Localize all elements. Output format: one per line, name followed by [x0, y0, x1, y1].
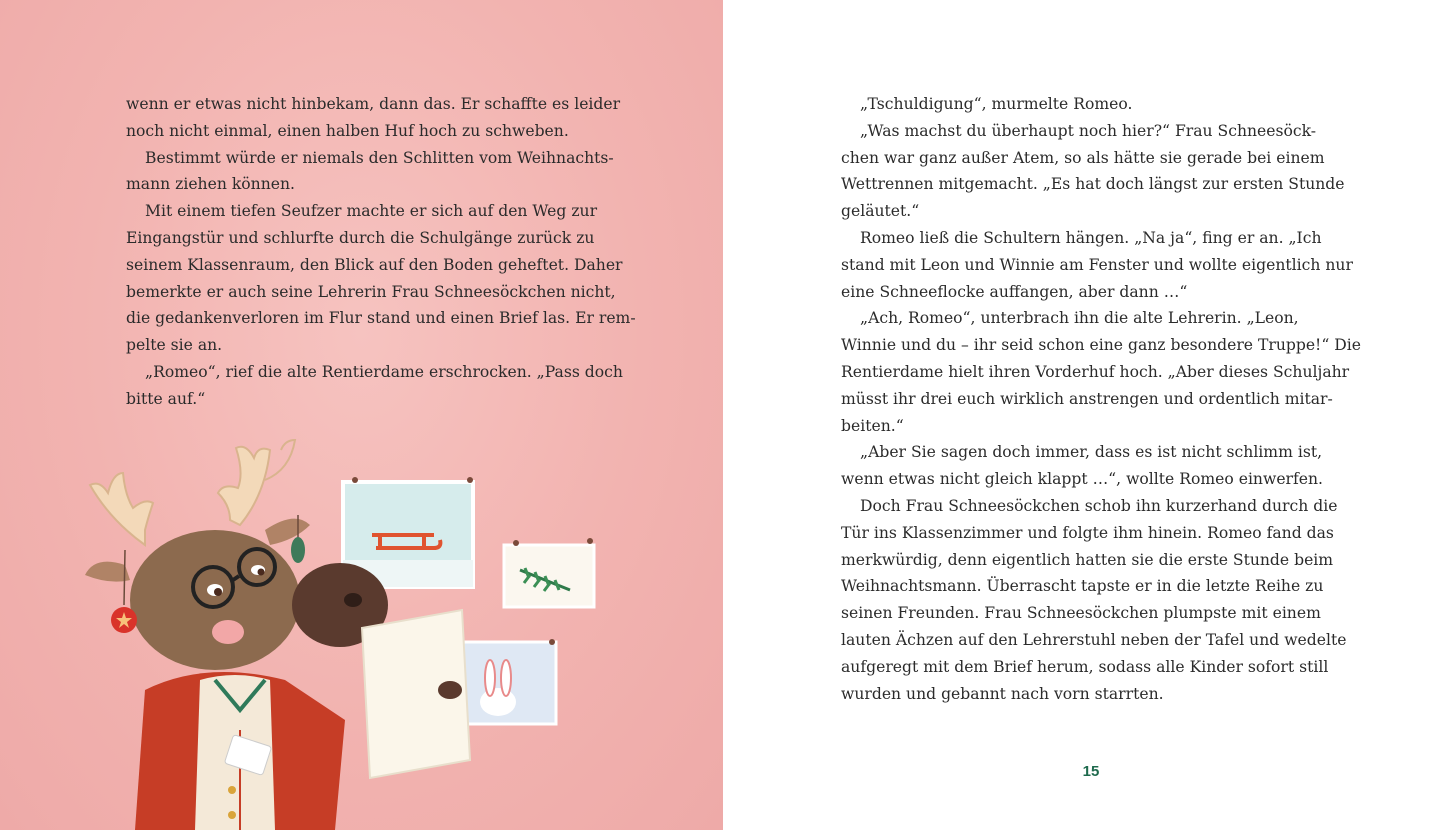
- reindeer-teacher-illustration: [50, 410, 670, 830]
- right-page: [723, 0, 1445, 830]
- letter: [362, 610, 470, 778]
- text-line: stand mit Leon und Winnie am Fenster und wollte eigentlich nur: [841, 255, 1353, 274]
- text-line: eine Schneeflocke auffangen, aber dann …“: [841, 282, 1188, 301]
- text-line: bitte auf.“: [126, 389, 206, 408]
- text-line: Winnie und du – ihr seid schon eine ganz besondere Truppe!“ Die: [841, 336, 1361, 355]
- text-line: seinen Freunden. Frau Schneesöckchen plumpste mit einem: [841, 604, 1321, 623]
- bunny-picture: [460, 639, 556, 724]
- text-line: wurden und gebannt nach vorn starrten.: [841, 684, 1164, 703]
- text-line: Rentierdame hielt ihren Vorderhuf hoch. „Aber dieses Schuljahr: [841, 362, 1350, 381]
- right-page-text: [841, 91, 1361, 707]
- text-line: „Aber Sie sagen doch immer, dass es ist nicht schlimm ist,: [860, 443, 1323, 462]
- text-line: mann ziehen können.: [126, 175, 295, 194]
- reindeer-body: [135, 672, 345, 830]
- text-line: aufgeregt mit dem Brief herum, sodass alle Kinder sofort still: [841, 657, 1329, 676]
- pine-branch-picture: [504, 538, 594, 607]
- text-line: „Tschuldigung“, murmelte Romeo.: [860, 95, 1133, 113]
- text-line: Weihnachtsmann. Überrascht tapste er in die letzte Reihe zu: [841, 577, 1324, 596]
- text-line: Eingangstür und schlurfte durch die Schulgänge zurück zu: [126, 228, 595, 247]
- text-line: Tür ins Klassenzimmer und folgte ihm hinein. Romeo fand das: [841, 523, 1334, 542]
- text-line: „Ach, Romeo“, unterbrach ihn die alte Lehrerin. „Leon,: [860, 309, 1299, 328]
- text-line: „Romeo“, rief die alte Rentierdame erschrocken. „Pass doch: [145, 362, 623, 381]
- text-line: wenn er etwas nicht hinbekam, dann das. Er schaffte es leider: [126, 95, 621, 113]
- text-line: Bestimmt würde er niemals den Schlitten vom Weihnachts-: [145, 148, 614, 167]
- text-line: Mit einem tiefen Seufzer machte er sich auf den Weg zur: [145, 202, 598, 221]
- text-line: merkwürdig, denn eigentlich hatten sie die erste Stunde beim: [841, 550, 1334, 569]
- antlers: [90, 440, 295, 545]
- text-line: chen war ganz außer Atem, so als hätte sie gerade bei einem: [841, 148, 1325, 167]
- text-line: wenn etwas nicht gleich klappt …“, wollte Romeo einwerfen.: [841, 470, 1324, 489]
- text-line: beiten.“: [841, 416, 904, 435]
- left-page-text: [126, 91, 636, 413]
- text-line: „Was machst du überhaupt noch hier?“ Frau Schneesöck-: [860, 121, 1317, 140]
- text-line: bemerkte er auch seine Lehrerin Frau Schneesöckchen nicht,: [126, 282, 616, 301]
- text-line: pelte sie an.: [126, 336, 223, 355]
- page-number: 15: [1082, 763, 1100, 780]
- text-line: müsst ihr drei euch wirklich anstrengen und ordentlich mitar-: [841, 389, 1333, 408]
- text-line: geläutet.“: [841, 202, 920, 221]
- text-line: die gedankenverloren im Flur stand und einen Brief las. Er rem-: [126, 309, 636, 328]
- text-line: Romeo ließ die Schultern hängen. „Na ja“, fing er an. „Ich: [860, 228, 1322, 247]
- text-line: Wettrennen mitgemacht. „Es hat doch längst zur ersten Stunde: [841, 175, 1345, 194]
- text-line: noch nicht einmal, einen halben Huf hoch zu schweben.: [126, 121, 569, 140]
- text-line: seinem Klassenraum, den Blick auf den Boden geheftet. Daher: [126, 255, 623, 274]
- text-line: Doch Frau Schneesöckchen schob ihn kurzerhand durch die: [860, 496, 1338, 515]
- text-line: lauten Ächzen auf den Lehrerstuhl neben der Tafel und wedelte: [841, 630, 1347, 649]
